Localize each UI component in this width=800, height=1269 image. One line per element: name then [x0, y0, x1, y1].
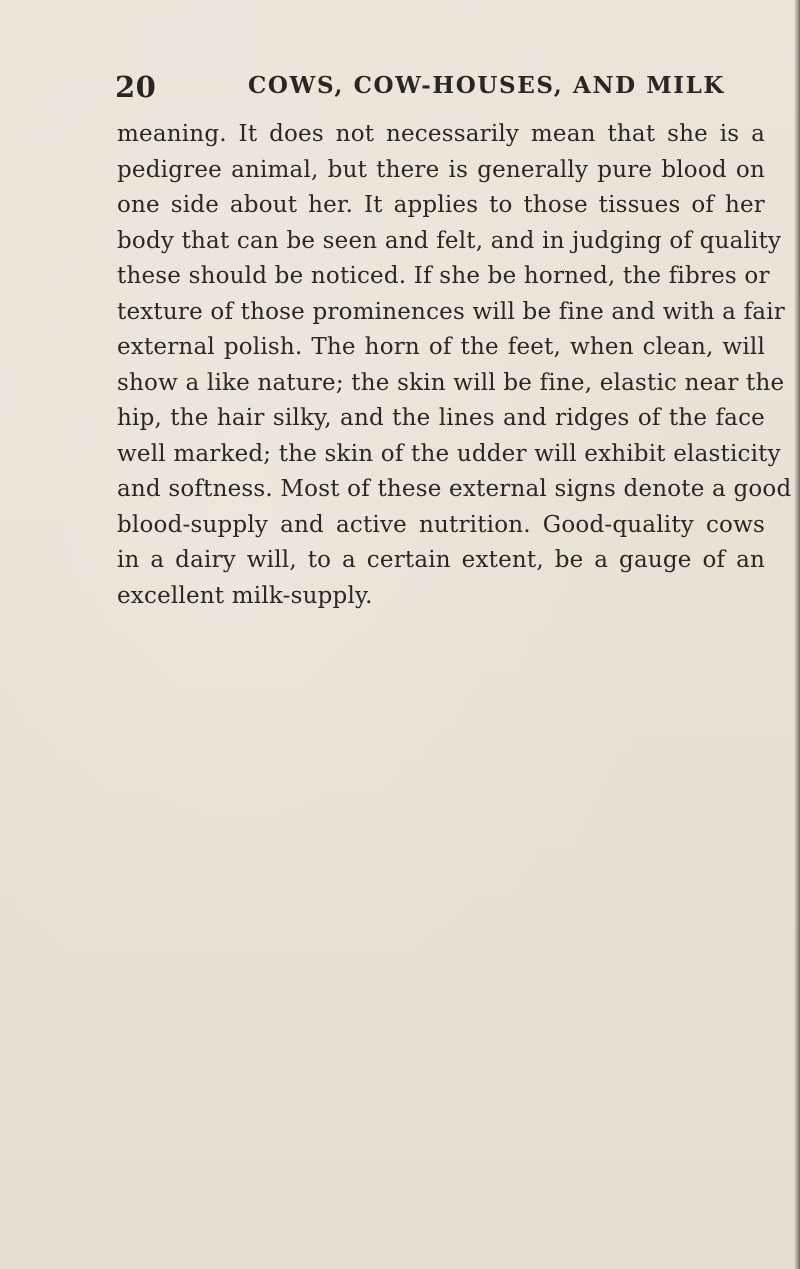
- page-edge-shadow: [794, 0, 800, 1269]
- text-line: well marked; the skin of the udder will exhibit elasticity: [117, 440, 781, 467]
- text-line: show a like nature; the skin will be fine, elastic near the: [117, 369, 785, 396]
- text-line: external polish. The horn of the feet, when clean, will: [117, 334, 765, 360]
- text-line: and softness. Most of these external signs denote a good: [117, 476, 792, 502]
- text-line: body that can be seen and felt, and in judging of quality: [117, 227, 782, 254]
- running-title: COWS, COW-HOUSES, AND MILK: [248, 72, 726, 99]
- text-line: hip, the hair silky, and the lines and ridges of the face: [117, 405, 765, 431]
- text-line: texture of those prominences will be fine and with a fair: [117, 298, 785, 325]
- text-line: pedigree animal, but there is generally pure blood on: [117, 156, 765, 183]
- text-line: these should be noticed. If she be horned, the fibres or: [117, 263, 770, 289]
- text-line: excellent milk-supply.: [117, 582, 373, 609]
- body-paragraph: [117, 117, 792, 614]
- text-line: one side about her. It applies to those tissues of her: [117, 192, 765, 218]
- text-line: meaning. It does not necessarily mean that she is a: [117, 121, 765, 147]
- text-line: blood-supply and active nutrition. Good-quality cows: [117, 511, 765, 538]
- text-line: in a dairy will, to a certain extent, be a gauge of an: [117, 547, 765, 573]
- page-number: 20: [115, 70, 157, 104]
- page-header: [115, 70, 765, 110]
